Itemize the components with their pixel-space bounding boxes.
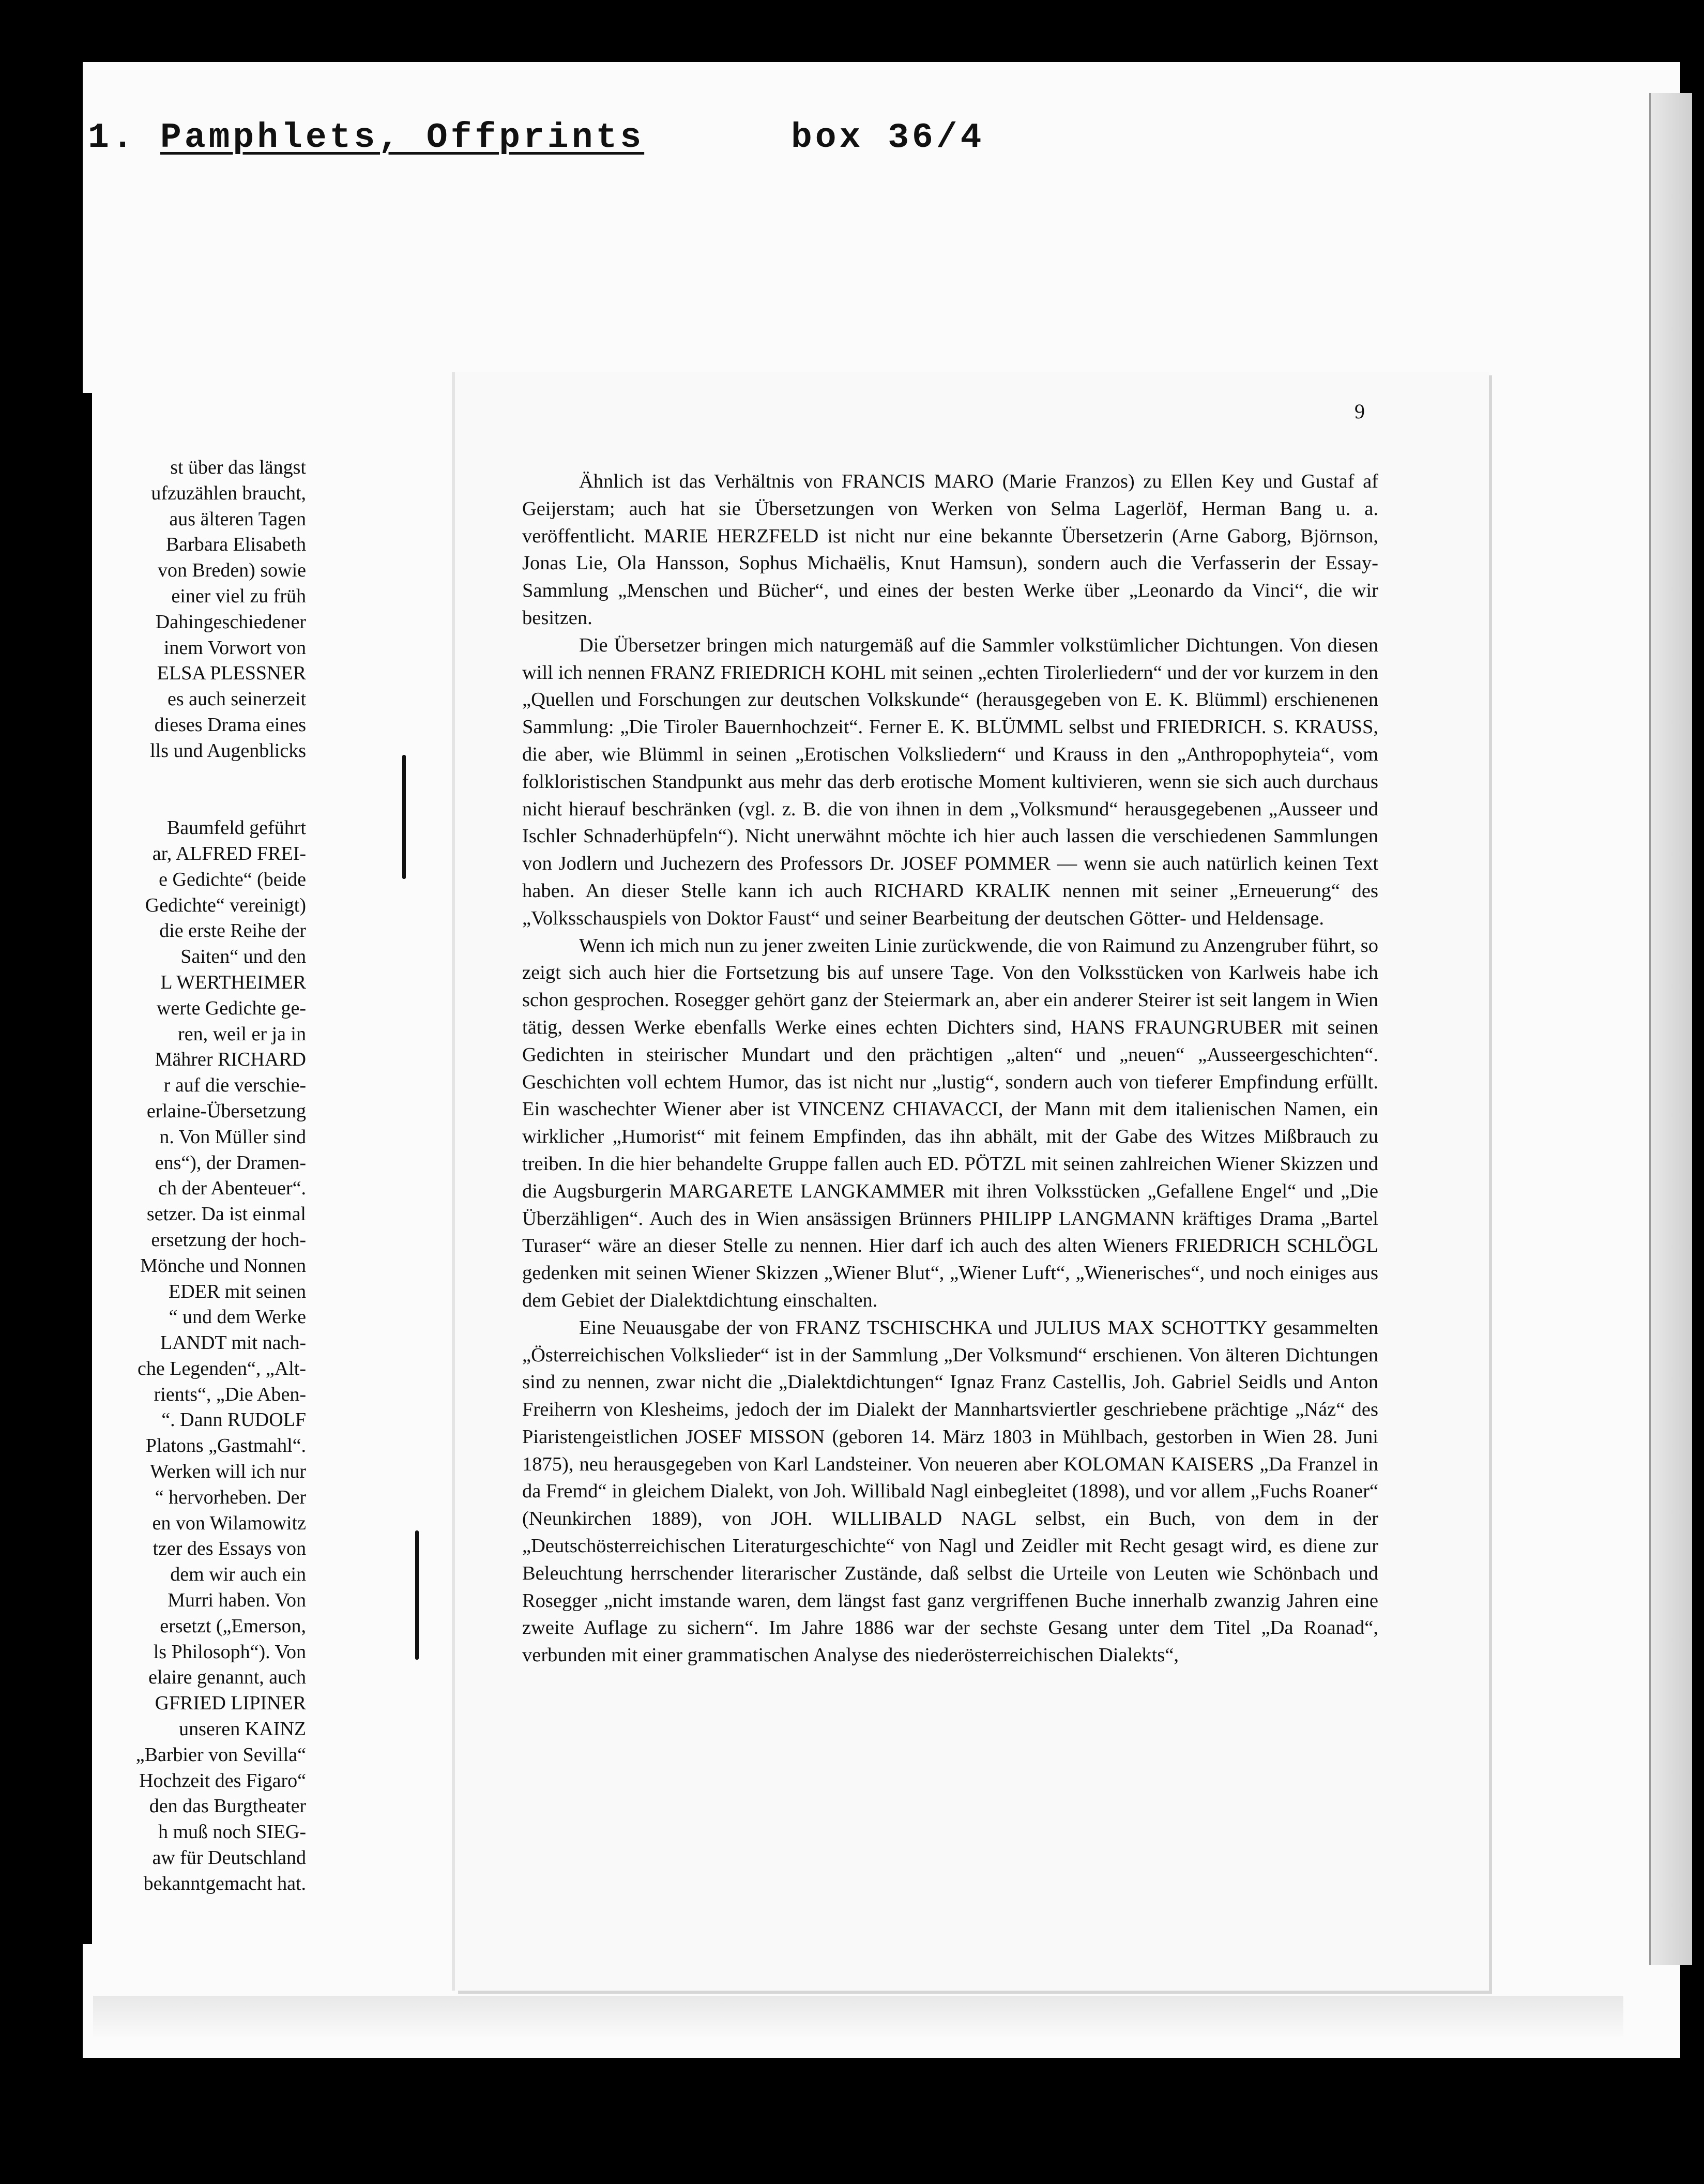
left-page-line: “. Dann RUDOLF: [161, 1409, 306, 1431]
left-page-line: dem wir auch ein: [170, 1564, 306, 1586]
left-page-line: unseren KAINZ: [179, 1718, 306, 1740]
left-page-line: st über das längst: [170, 457, 306, 478]
left-page-line: werte Gedichte ge-: [156, 997, 306, 1019]
left-page-line: ersetzt („Emerson,: [160, 1615, 306, 1637]
left-page-line: bekanntgemacht hat.: [143, 1872, 306, 1894]
left-page-line: n. Von Müller sind: [159, 1126, 306, 1148]
left-page-line: setzer. Da ist einmal: [146, 1203, 306, 1225]
left-page-line: Mönche und Nonnen: [140, 1254, 306, 1277]
paragraph: Eine Neuausgabe der von FRANZ TSCHISCHKA und JULIUS MAX SCHOTTKY gesammelten „Österreichischen Volkslieder“ ist in der Sammlung „Der Volksmund“ erschienen. Von älteren Dichtungen sind zu nennen, zwar nicht die „Dialektdichtungen“ Ignaz Franz Castellis, Joh. Gabriel Seidls und Anton Freiherrn von Klesheims, jedoch der im Dialekt der Mannhartsviertler geschriebene prächtige „Náz“ des Piaristengeistlichen JOSEF MISSON (geboren 14. März 1803 in Mühlbach, gestorben in Wien 28. Juni 1875), neu herausgegeben von Karl Landsteiner. Von neueren aber KOLOMAN KAISERS „Da Franzel in da Fremd“ in gleichem Dialekt, von Joh. Willibald Nagl einbegleitet (1898), und vor allem „Fuchs Roaner“ (Neunkirchen 1889), von JOH. WILLIBALD NAGL selbst, ein Buch, von dem in der „Deutschösterreichischen Literaturgeschichte“ von Nagl und Zeidler mit Recht gesagt wird, es diene zur Beleuchtung herrschender literarischer Zustände, daß selbst die Urteile von Leuten wie Schönbach und Rosegger „nicht imstande waren, dem längst fast ganz vergriffenen Buche innerhalb zwanzig Jahren eine zweite Auflage zu sichern“. Im Jahre 1886 war der sechste Gesang unter dem Titel „Da Roanad“, verbunden mit einer grammatischen Analyse des niederösterreichischen Dialekts“,: [522, 1316, 1378, 1666]
left-page-line: che Legenden“, „Alt-: [138, 1357, 306, 1379]
left-page-line: [91, 790, 306, 815]
card-bottom-shade: [93, 1996, 1623, 2037]
left-page-line: ls Philosoph“). Von: [153, 1641, 306, 1663]
left-page-line: Saiten“ und den: [180, 946, 306, 968]
left-page-line: GFRIED LIPINER: [155, 1692, 306, 1715]
header-title: Pamphlets, Offprints: [160, 118, 645, 158]
left-page-line: ren, weil er ja in: [178, 1023, 306, 1045]
left-page-text: [91, 455, 306, 1897]
left-page-line: ELSA PLESSNER: [157, 662, 306, 685]
paragraph: Die Übersetzer bringen mich naturgemäß auf die Sammler volkstümlicher Dichtungen. Von diesen will ich nennen FRANZ FRIEDRICH KOHL mit seinen „echten Tirolerliedern“ und der vor kurzem in den „Quellen und Forschungen zur deutschen Volkskunde“ (herausgegeben von E. K. Blümml) erschienenen Sammlung: „Die Tiroler Bauernhochzeit“. Ferner E. K. BLÜMML selbst und FRIEDRICH. S. KRAUSS, die aber, wie Blümml in seinen „Erotischen Volksliedern“ und Krauss in den „Anthropophyteia“, vom folkloristischen Standpunkt aus mehr das derb erotische Moment kultivieren, wenn sie sich auch durchaus nicht hierauf beschränken (vgl. z. B. die von ihnen in dem „Volksmund“ herausgegebenen „Ausseer und Ischler Schnaderhüpfeln“). Nicht unerwähnt möchte ich hier auch lassen die verschiedenen Sammlungen von Jodlern und Juchezern des Professors Dr. JOSEF POMMER — wenn sie auch natürlich keinen Text haben. An dieser Stelle kann ich auch RICHARD KRALIK nennen mit seiner „Erneuerung“ des „Volksschauspiels von Doktor Faust“ und seiner Bearbeitung der deutschen Götter- und Heldensage.: [522, 634, 1378, 929]
left-page-line: “ und dem Werke: [169, 1306, 306, 1328]
left-page-line: e Gedichte“ (beide: [159, 868, 306, 890]
left-page-line: “ hervorheben. Der: [155, 1486, 306, 1508]
left-page-line: „Barbier von Sevilla“: [135, 1743, 306, 1766]
left-page-line: ch der Abenteuer“.: [158, 1177, 306, 1200]
left-page-line: Gedichte“ vereinigt): [145, 894, 306, 916]
left-page-line: von Breden) sowie: [157, 559, 306, 582]
margin-mark: [402, 755, 406, 879]
left-page-line: lls und Augenblicks: [150, 739, 306, 762]
left-page-line: aus älteren Tagen: [169, 508, 306, 530]
left-page-line: es auch seinerzeit: [168, 688, 306, 710]
left-page-line: en von Wilamowitz: [152, 1512, 306, 1534]
left-page-fragment: [91, 455, 308, 1903]
left-page-line: den das Burgtheater: [149, 1795, 306, 1817]
left-page-line: LANDT mit nach-: [160, 1332, 306, 1354]
header-box-label: box 36/4: [791, 118, 985, 158]
left-page-line: ufzuzählen braucht,: [151, 482, 306, 504]
left-page-line: Murri haben. Von: [168, 1589, 306, 1612]
paragraph: Ähnlich ist das Verhältnis von FRANCIS MARO (Marie Franzos) zu Ellen Key und Gustaf af Geijerstam; auch hat sie Übersetzungen von Werken von Selma Lagerlöf, Herman Bang u. a. veröffentlicht. MARIE HERZFELD ist nicht nur eine bekannte Übersetzerin (Arne Gaborg, Björnson, Jonas Lie, Ola Hansson, Sophus Michaëlis, Knut Hamsun), sondern auch die Verfasserin der Essay-Sammlung „Menschen und Bücher“, und eines der besten Werke über „Leonardo da Vinci“, die wir besitzen.: [522, 471, 1378, 629]
page-number: 9: [1355, 400, 1365, 423]
left-page-line: Barbara Elisabeth: [165, 534, 306, 556]
left-page-line: elaire genannt, auch: [148, 1666, 306, 1689]
left-page-line: L WERTHEIMER: [160, 971, 306, 993]
left-page-line: ar, ALFRED FREI-: [152, 842, 306, 865]
left-page-line: EDER mit seinen: [169, 1280, 306, 1302]
page-body: [522, 468, 1378, 1669]
left-page-line: inem Vorwort von: [163, 636, 306, 659]
left-page-line: dieses Drama eines: [154, 714, 306, 736]
left-page-line: einer viel zu früh: [171, 585, 306, 607]
left-page-line: Dahingeschiedener: [155, 611, 306, 633]
left-page-line: Platons „Gastmahl“.: [145, 1435, 306, 1457]
left-page-line: erlaine-Übersetzung: [146, 1100, 306, 1122]
margin-mark: [415, 1530, 419, 1660]
left-page-line: Baumfeld geführt: [166, 817, 306, 839]
card-edge: [1649, 93, 1692, 1965]
left-page-line: h muß noch SIEG-: [158, 1821, 306, 1843]
left-page-line: r auf die verschie-: [163, 1074, 306, 1097]
header-number: 1.: [88, 118, 136, 158]
left-page-line: ens“), der Dramen-: [155, 1151, 306, 1174]
left-page-line: [91, 764, 306, 790]
left-page-line: rients“, „Die Aben-: [154, 1383, 306, 1405]
left-page-line: die erste Reihe der: [159, 920, 306, 942]
left-page-line: Mährer RICHARD: [155, 1049, 306, 1071]
left-page-line: aw für Deutschland: [152, 1847, 306, 1869]
left-page-line: Hochzeit des Figaro“: [139, 1769, 306, 1792]
left-page-line: Werken will ich nur: [150, 1461, 306, 1483]
left-page-line: tzer des Essays von: [153, 1538, 306, 1560]
paragraph: Wenn ich mich nun zu jener zweiten Linie zurückwende, die von Raimund zu Anzengruber führt, so zeigt sich auch hier die Fortsetzung bis auf unsere Tage. Von den Volksstücken von Karlweis habe ich schon gesprochen. Rosegger gehört ganz der Steiermark an, aber ein anderer Steirer ist seit langem in Wien tätig, dessen Werke ebenfalls Werke eines echten Dichters sind, HANS FRAUNGRUBER mit seinen Gedichten in steirischer Mundart und den prächtigen „alten“ und „neuen“ „Ausseergeschichten“. Geschichten voll echtem Humor, das ist nicht nur „lustig“, sondern auch von tieferer Empfindung erfüllt. Ein waschechter Wiener aber ist VINCENZ CHIAVACCI, der Mann mit dem italienischen Namen, ein wirklicher „Humorist“ mit feinem Empfinden, das ihn abhält, mit der Gabe des Witzes Mißbrauch zu treiben. In die hier behandelte Gruppe fallen auch ED. PÖTZL mit seinen zahlreichen Wiener Skizzen und die Augsburgerin MARGARETE LANGKAMMER mit ihren Volksstücken „Gefallene Engel“ und „Die Überzähligen“. Auch des in Wien ansässigen Brünners PHILIPP LANGMANN kräftiges Drama „Bartel Turaser“ wäre an dieser Stelle zu nennen. Hier darf ich auch des alten Wieners FRIEDRICH SCHLÖGL gedenken mit seinen Wiener Skizzen „Wiener Blut“, „Wiener Luft“, „Wienerisches“, und noch einiges aus dem Gebiet der Dialektdichtung einschalten.: [522, 934, 1378, 1311]
left-page-line: ersetzung der hoch-: [151, 1228, 306, 1251]
